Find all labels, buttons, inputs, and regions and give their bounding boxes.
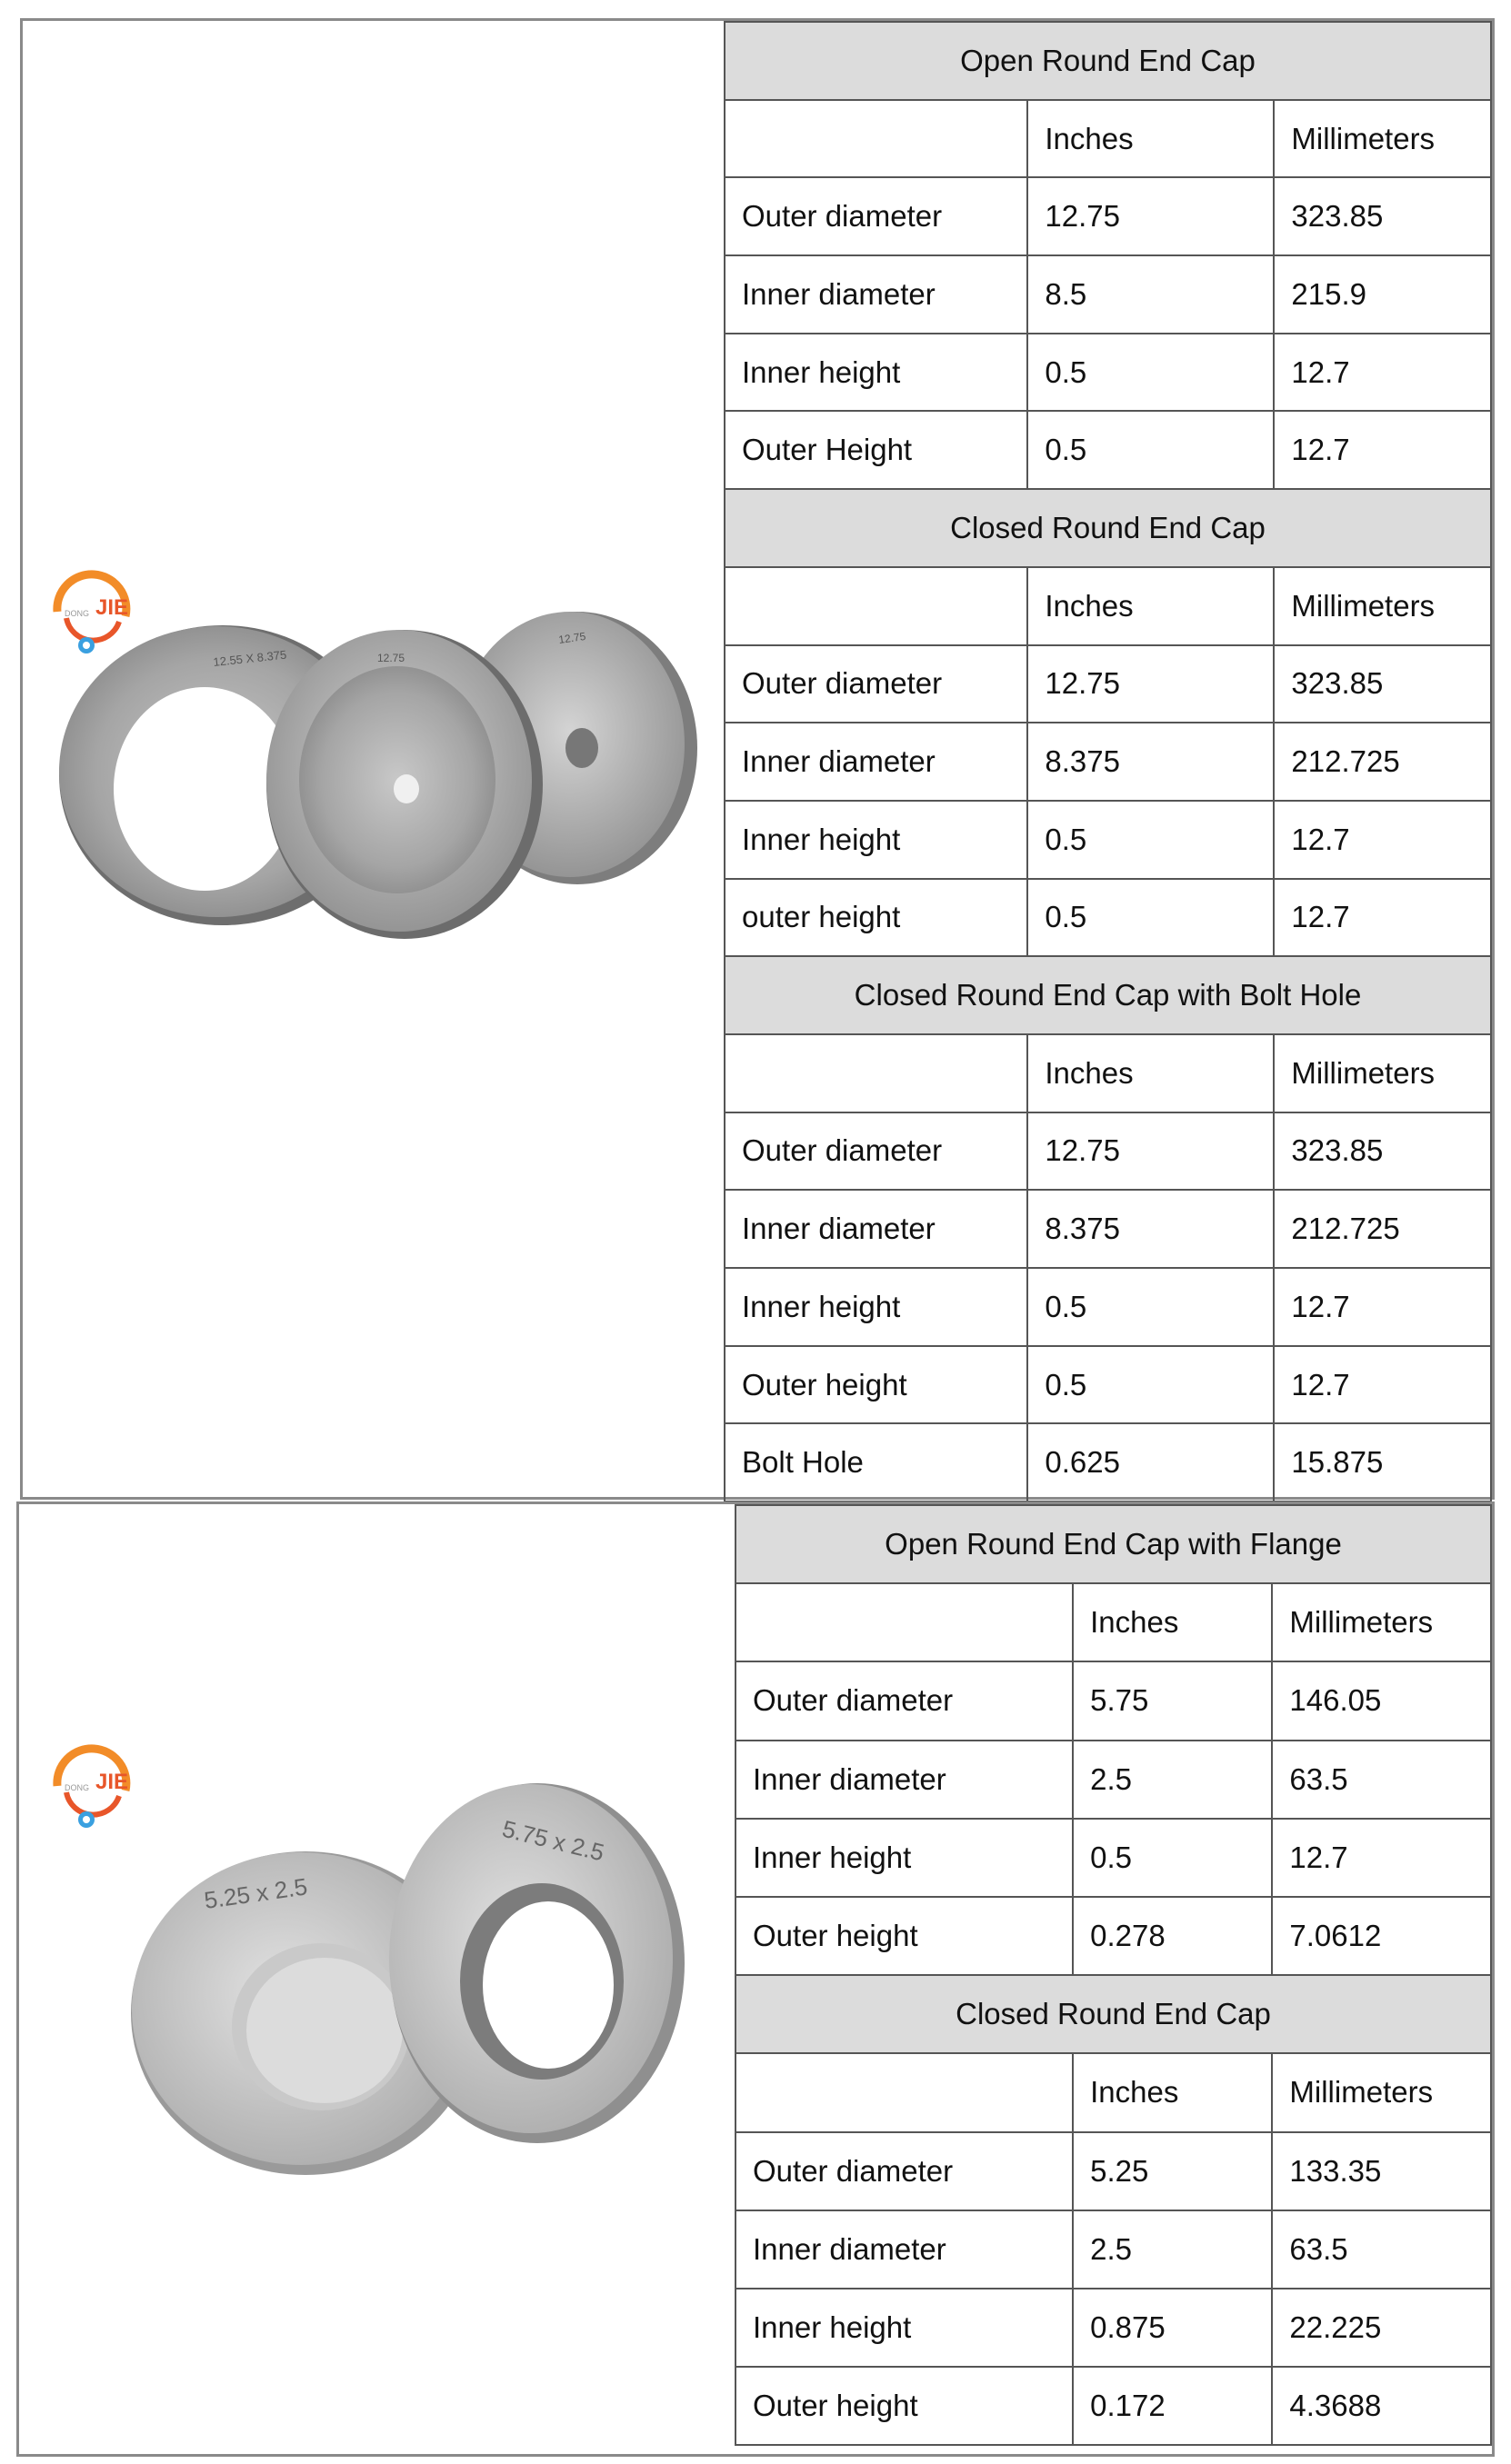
- table-row: [725, 1268, 1491, 1346]
- table-row: [735, 1741, 1491, 1819]
- table-cell: 4.3688: [1272, 2367, 1491, 2445]
- column-header-row: [725, 1034, 1491, 1112]
- col-inches: Inches: [1027, 1034, 1274, 1112]
- section-title: Open Round End Cap with Flange: [735, 1505, 1491, 1583]
- table-cell: 12.75: [1027, 645, 1274, 723]
- table-row: [725, 334, 1491, 412]
- table-row: [735, 2210, 1491, 2289]
- table-cell: Outer Height: [725, 411, 1027, 489]
- table-cell: 0.278: [1073, 1897, 1272, 1975]
- table-cell: Inner height: [725, 801, 1027, 879]
- section-header: [735, 1505, 1491, 1583]
- table-cell: [735, 1583, 1073, 1661]
- table-cell: Inner diameter: [725, 255, 1027, 334]
- table-cell: Outer height: [735, 2367, 1073, 2445]
- table-row: [735, 1819, 1491, 1897]
- cap-label-4: 5.25 x 2.5: [202, 1872, 309, 1914]
- table-cell: Outer diameter: [735, 1661, 1073, 1740]
- table-cell: 0.5: [1073, 1819, 1272, 1897]
- table-cell: 0.5: [1027, 411, 1274, 489]
- table-cell: 0.172: [1073, 2367, 1272, 2445]
- table-cell: Bolt Hole: [725, 1423, 1027, 1501]
- col-inches: Inches: [1027, 100, 1274, 178]
- table-cell: 0.5: [1027, 334, 1274, 412]
- table-cell: 212.725: [1274, 723, 1491, 801]
- table-row: [725, 177, 1491, 255]
- table-row: [725, 1112, 1491, 1191]
- cap-label-2: 12.75: [377, 652, 405, 664]
- col-inches: Inches: [1073, 1583, 1272, 1661]
- product-panel-1: [20, 18, 1495, 1500]
- table-row: [725, 411, 1491, 489]
- table-cell: 5.75: [1073, 1661, 1272, 1740]
- table-cell: 63.5: [1272, 2210, 1491, 2289]
- table-row: [735, 2367, 1491, 2445]
- table-row: [725, 1190, 1491, 1268]
- table-row: [725, 1346, 1491, 1424]
- table-cell: 2.5: [1073, 1741, 1272, 1819]
- table-cell: [725, 567, 1027, 645]
- table-cell: outer height: [725, 879, 1027, 957]
- table-cell: 12.7: [1274, 1268, 1491, 1346]
- logo-small-text: DONG: [65, 609, 89, 618]
- product-photo-2: [19, 1504, 735, 2454]
- spec-table-1: [724, 21, 1492, 1502]
- table-cell: 12.75: [1027, 177, 1274, 255]
- table-cell: 12.7: [1274, 334, 1491, 412]
- table-cell: Inner diameter: [725, 723, 1027, 801]
- section-header: [735, 1975, 1491, 2053]
- column-header-row: [725, 567, 1491, 645]
- logo-text: JIE: [95, 595, 129, 620]
- section-title: Closed Round End Cap with Bolt Hole: [725, 956, 1491, 1034]
- table-cell: 0.5: [1027, 1346, 1274, 1424]
- column-header-row: [725, 100, 1491, 178]
- table-cell: Outer height: [725, 1346, 1027, 1424]
- logo-text: JIE: [95, 1770, 129, 1794]
- table-row: [735, 1661, 1491, 1740]
- table-cell: 323.85: [1274, 1112, 1491, 1191]
- table-cell: 63.5: [1272, 1741, 1491, 1819]
- table-row: [725, 255, 1491, 334]
- table-cell: 12.7: [1274, 801, 1491, 879]
- section-header: [725, 956, 1491, 1034]
- table-row: [735, 2132, 1491, 2210]
- table-cell: 15.875: [1274, 1423, 1491, 1501]
- table-cell: 0.5: [1027, 801, 1274, 879]
- table-row: [735, 1897, 1491, 1975]
- table-cell: Outer diameter: [725, 645, 1027, 723]
- table-row: [725, 879, 1491, 957]
- table-cell: [725, 100, 1027, 178]
- table-cell: 0.5: [1027, 1268, 1274, 1346]
- logo-small-text: DONG: [65, 1783, 89, 1792]
- spec-table-2: [735, 1504, 1492, 2446]
- product-photo-1: [23, 21, 724, 1497]
- table-cell: 12.7: [1274, 1346, 1491, 1424]
- cap-label-3: 12.75: [557, 629, 587, 646]
- col-millimeters: Millimeters: [1272, 1583, 1491, 1661]
- section-title: Closed Round End Cap: [735, 1975, 1491, 2053]
- col-millimeters: Millimeters: [1274, 100, 1491, 178]
- col-millimeters: Millimeters: [1274, 567, 1491, 645]
- table-cell: 0.625: [1027, 1423, 1274, 1501]
- table-row: [725, 801, 1491, 879]
- section-title: Open Round End Cap: [725, 22, 1491, 100]
- col-inches: Inches: [1073, 2053, 1272, 2131]
- table-cell: Inner height: [725, 1268, 1027, 1346]
- table-cell: Inner diameter: [725, 1190, 1027, 1268]
- column-header-row: [735, 1583, 1491, 1661]
- product-panel-2: [16, 1501, 1495, 2457]
- table-cell: 12.7: [1272, 1819, 1491, 1897]
- table-cell: 133.35: [1272, 2132, 1491, 2210]
- table-cell: Outer height: [735, 1897, 1073, 1975]
- table-cell: [735, 2053, 1073, 2131]
- flange-caps-illustration: [110, 1754, 692, 2190]
- col-millimeters: Millimeters: [1274, 1034, 1491, 1112]
- table-cell: 12.7: [1274, 879, 1491, 957]
- table-cell: 8.5: [1027, 255, 1274, 334]
- table-cell: 212.725: [1274, 1190, 1491, 1268]
- table-cell: Inner diameter: [735, 1741, 1073, 1819]
- section-header: [725, 489, 1491, 567]
- table-cell: Inner diameter: [735, 2210, 1073, 2289]
- table-cell: Outer diameter: [735, 2132, 1073, 2210]
- table-cell: [725, 1034, 1027, 1112]
- table-cell: Inner height: [725, 334, 1027, 412]
- table-cell: 146.05: [1272, 1661, 1491, 1740]
- section-header: [725, 22, 1491, 100]
- table-row: [725, 645, 1491, 723]
- table-cell: Inner height: [735, 2289, 1073, 2367]
- table-cell: 8.375: [1027, 1190, 1274, 1268]
- table-cell: 7.0612: [1272, 1897, 1491, 1975]
- table-cell: 12.7: [1274, 411, 1491, 489]
- table-cell: 0.5: [1027, 879, 1274, 957]
- table-row: [735, 2289, 1491, 2367]
- table-cell: 2.5: [1073, 2210, 1272, 2289]
- table-cell: 323.85: [1274, 645, 1491, 723]
- col-millimeters: Millimeters: [1272, 2053, 1491, 2131]
- cap-label-5: 5.75 x 2.5: [499, 1814, 607, 1867]
- table-cell: 215.9: [1274, 255, 1491, 334]
- table-row: [725, 723, 1491, 801]
- table-row: [725, 1423, 1491, 1501]
- table-cell: 8.375: [1027, 723, 1274, 801]
- table-cell: Outer diameter: [725, 1112, 1027, 1191]
- table-cell: Inner height: [735, 1819, 1073, 1897]
- end-caps-illustration: [50, 594, 723, 975]
- table-cell: 5.25: [1073, 2132, 1272, 2210]
- table-cell: 0.875: [1073, 2289, 1272, 2367]
- section-title: Closed Round End Cap: [725, 489, 1491, 567]
- table-cell: 22.225: [1272, 2289, 1491, 2367]
- cap-label-1: 12.55 X 8.375: [212, 647, 287, 669]
- table-cell: 323.85: [1274, 177, 1491, 255]
- column-header-row: [735, 2053, 1491, 2131]
- col-inches: Inches: [1027, 567, 1274, 645]
- table-cell: 12.75: [1027, 1112, 1274, 1191]
- table-cell: Outer diameter: [725, 177, 1027, 255]
